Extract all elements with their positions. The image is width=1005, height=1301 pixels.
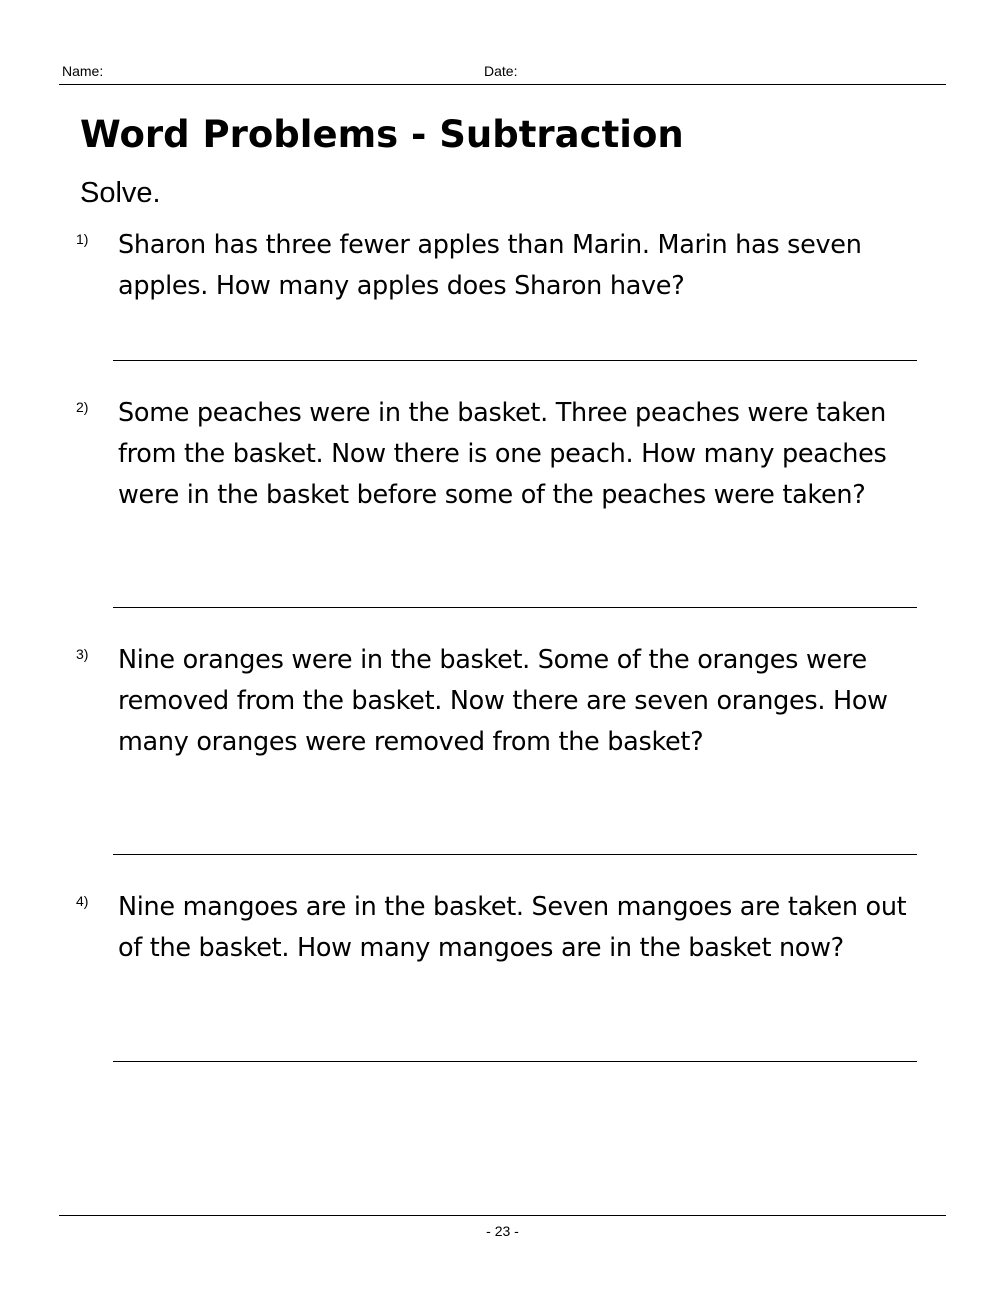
problem-text: Sharon has three fewer apples than Marin. Marin has seven apples. How many apples does Sharon have? [118, 230, 862, 301]
answer-line-1[interactable] [113, 360, 917, 361]
answer-line-2[interactable] [113, 607, 917, 608]
problem-number: 3) [76, 646, 89, 662]
problem-text: Nine oranges were in the basket. Some of the oranges were removed from the basket. Now there are seven oranges. How many oranges were removed from the basket? [118, 645, 888, 757]
problem-number: 4) [76, 893, 89, 909]
answer-line-4[interactable] [113, 1061, 917, 1062]
page-number: - 23 - [486, 1223, 519, 1239]
page-title: Word Problems - Subtraction [80, 113, 684, 156]
date-label: Date: [484, 63, 518, 79]
problem-number: 2) [76, 399, 89, 415]
footer-divider [59, 1215, 946, 1216]
header-divider [59, 84, 946, 85]
problem-number: 1) [76, 231, 89, 247]
problem-text: Some peaches were in the basket. Three peaches were taken from the basket. Now there is one peach. How many peaches were in the basket before some of the peaches were taken? [118, 398, 887, 510]
instructions: Solve. [80, 177, 161, 209]
problem-text: Nine mangoes are in the basket. Seven mangoes are taken out of the basket. How many mangoes are in the basket now? [118, 892, 907, 963]
name-label: Name: [62, 63, 104, 79]
answer-line-3[interactable] [113, 854, 917, 855]
